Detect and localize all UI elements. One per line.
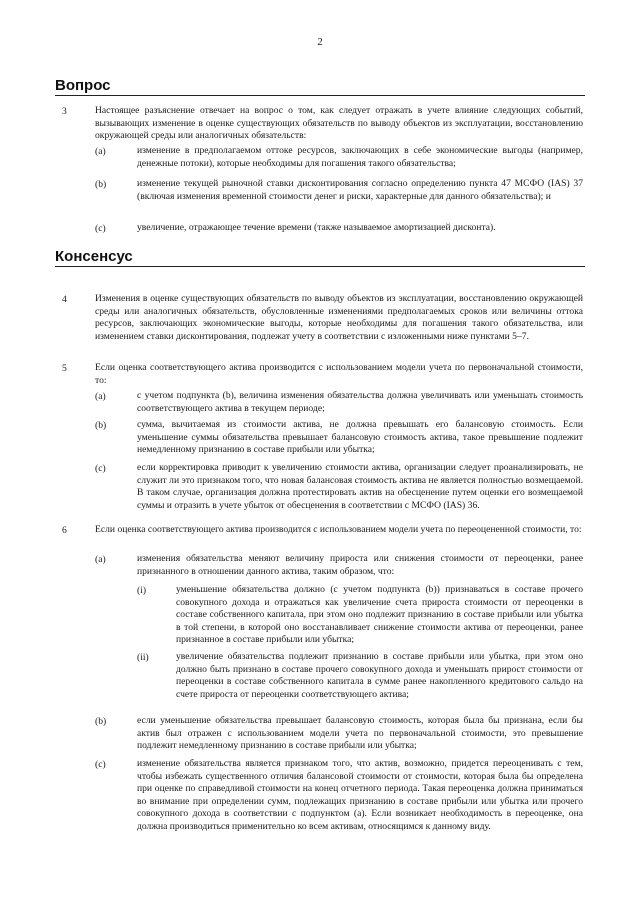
paragraph-number: 6 [62,525,67,536]
paragraph-number: 4 [62,294,67,305]
para6-subitem-ii: увеличение обязательства подлежит признанию в составе прибыли или убытка, при этом оно должно быть признано в составе прочего совокупного дохода и уменьшать прирост стоимости от переоценки в составе собственного капитала в сумме ранее накопленного кредитового сальдо на счете прироста от переоценки соответствующего актива; [176,651,583,700]
sub-item-label: (ii) [137,652,149,663]
item-label: (a) [95,146,106,157]
item-label: (c) [95,463,106,474]
heading-rule [55,266,585,267]
paragraph-6: Если оценка соответствующего актива производится с использованием модели учета по переоцененной стоимости, то: [95,524,582,535]
paragraph-4: Изменения в оценке существующих обязательств по выводу объектов из эксплуатации, восстановлению окружающей среды или аналогичных обязательств, обусловленные изменениями предполагаемых сроков или величины оттока ресурсов, заключающих экономические выгоды, которые необходимы для погашения такого обязательства, или изменением ставки дисконтирования, подлежат учету в соответствии с изложенными ниже пунктами 5–7. [95,293,583,342]
page-number: 2 [317,36,323,48]
paragraph-3: Настоящее разъяснение отвечает на вопрос о том, как следует отражать в учете влияние следующих событий, вызывающих изменение в оценке существующих обязательств по выводу объектов из эксплуатации, восстановлению окружающей среды или аналогичных обязательств: [95,105,583,142]
item-label: (b) [95,420,107,431]
paragraph-number: 3 [62,106,67,117]
para6-item-b: если уменьшение обязательства превышает балансовую стоимость, которая была бы признана, если бы актив был отражен с использованием модели учета по первоначальной стоимости, это превышение подлежит немедленному признанию в составе прибыли или убытка; [137,715,583,752]
item-label: (b) [95,716,107,727]
para6-item-a: изменения обязательства меняют величину прироста или снижения стоимости от переоценки, ранее признанного в отношении данного актива, таким образом, что: [137,553,583,577]
para6-subitem-i: уменьшение обязательства должно (с учетом подпункта (b)) признаваться в составе прочего совокупного дохода и отражаться как увеличение счета прироста стоимости от переоценки в составе собственного капитала, при этом оно подлежит признанию в составе прибыли или убытка в той степени, в которой оно восстанавливает снижение стоимости актива от переоценки, ранее признанное в составе прибыли или убытка; [176,584,583,646]
section-heading-consensus: Консенсус [55,248,133,265]
item-label: (c) [95,223,106,234]
item-label: (a) [95,554,106,565]
question-item-c: увеличение, отражающее течение времени (также называемое амортизацией дисконта). [137,222,496,233]
item-label: (b) [95,179,107,190]
item-label: (c) [95,759,106,770]
para5-item-a: с учетом подпункта (b), величина изменения обязательства должна увеличивать или уменьшать стоимость соответствующего актива в текущем периоде; [137,390,583,414]
paragraph-number: 5 [62,363,67,374]
question-item-b: изменение текущей рыночной ставки дисконтирования согласно определению пункта 47 МСФО (IAS) 37 (включая изменения временной стоимости денег и риски, характерные для данного обязательства); и [137,178,583,202]
paragraph-5: Если оценка соответствующего актива производится с использованием модели учета по первоначальной стоимости, то: [95,362,583,386]
sub-item-label: (i) [137,585,147,596]
section-heading-question: Вопрос [55,77,111,94]
para6-item-c: изменение обязательства является признаком того, что актив, возможно, придется переоценивать с тем, чтобы избежать существенного отличия балансовой стоимости от стоимости, которая была бы определена при оценке по справедливой стоимости на конец отчетного периода. Такая переоценка должна приниматься во внимание при определении сумм, подлежащих признанию в составе прибыли или убытка или прочего совокупного дохода в соответствии с подпунктом (a). Если возникает необходимость в переоценке, она должна производиться применительно ко всем активам, относящимся к данному виду. [137,758,583,832]
para5-item-c: если корректировка приводит к увеличению стоимости актива, организации следует проанализировать, не служит ли это признаком того, что новая балансовая стоимость актива не является полностью возмещаемой. В таком случае, организация должна протестировать актив на обесценение путем оценки его возмещаемой суммы и отразить в учете убыток от обесценения в соответствии с МСФО (IAS) 36. [137,462,583,511]
item-label: (a) [95,391,106,402]
question-item-a: изменение в предполагаемом оттоке ресурсов, заключающих в себе экономические выгоды (например, денежные потоки), которые необходимы для погашения такого обязательства; [137,145,583,169]
para5-item-b: сумма, вычитаемая из стоимости актива, не должна превышать его балансовую стоимость. Если уменьшение суммы обязательства превышает балансовую стоимость актива, такое превышение подлежит немедленному признанию в составе прибыли или убытка; [137,419,583,456]
heading-rule [55,95,585,96]
